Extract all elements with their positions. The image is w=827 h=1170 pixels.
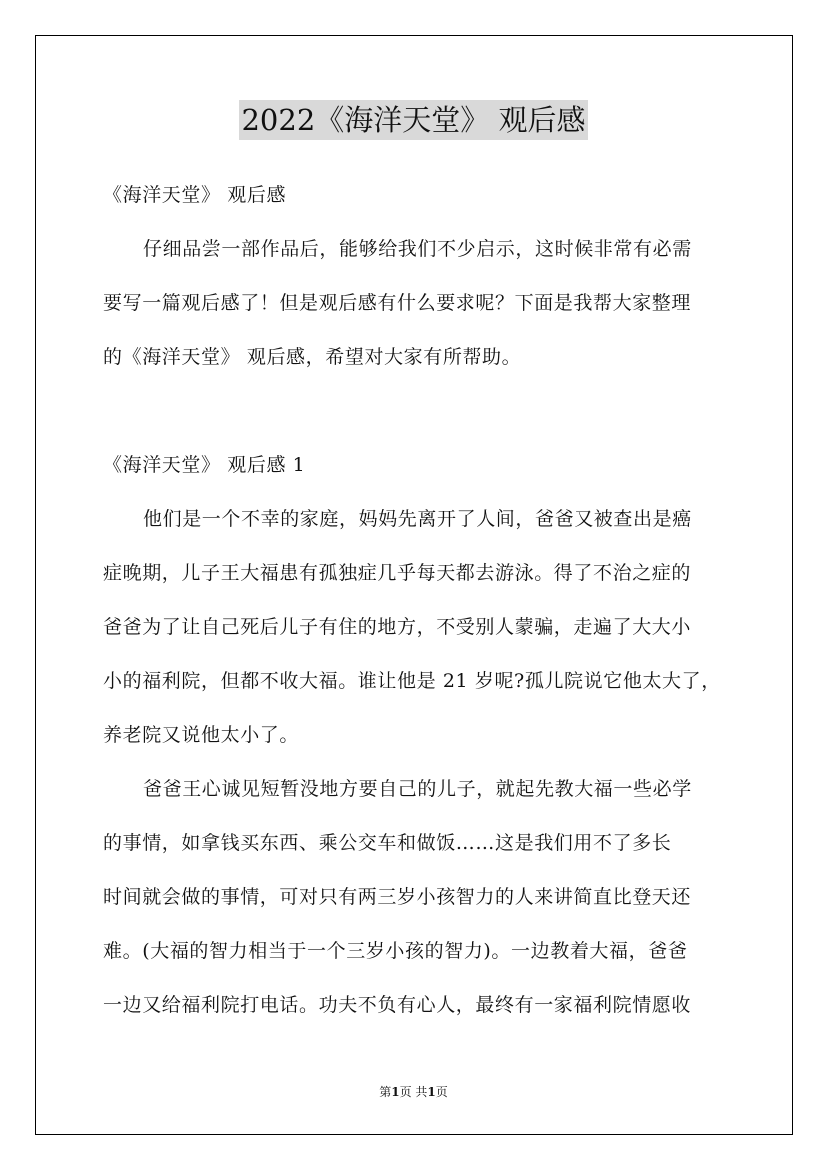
document-title: 2022《海洋天堂》 观后感	[239, 100, 587, 140]
intro-line: 的《海洋天堂》 观后感，希望对大家有所帮助。	[103, 346, 522, 368]
footer-prefix: 第	[379, 1085, 392, 1099]
paragraph-line: 症晚期，儿子王大福患有孤独症几乎每天都去游泳。得了不治之症的	[103, 562, 692, 584]
intro-line: 仔细品尝一部作品后，能够给我们不少启示，这时候非常有必需	[143, 238, 692, 260]
paragraph-line: 养老院又说他太小了。	[103, 724, 300, 746]
section-heading: 《海洋天堂》 观后感 1	[103, 454, 306, 476]
footer-mid: 页 共	[399, 1085, 428, 1099]
paragraph-line: 小的福利院，但都不收大福。谁让他是 21 岁呢?孤儿院说它他太大了，	[103, 670, 721, 692]
paragraph-line: 的事情，如拿钱买东西、乘公交车和做饭……这是我们用不了多长	[103, 832, 672, 854]
paragraph-line: 时间就会做的事情，可对只有两三岁小孩智力的人来讲简直比登天还	[103, 886, 692, 908]
paragraph-line: 一边又给福利院打电话。功夫不负有心人，最终有一家福利院情愿收	[103, 994, 692, 1016]
title-container	[0, 100, 827, 140]
page-footer	[0, 1083, 827, 1101]
footer-total-pages: 1	[427, 1085, 436, 1099]
paragraph-line: 爸爸王心诚见短暂没地方要自己的儿子，就起先教大福一些必学	[143, 778, 692, 800]
paragraph-line: 爸爸为了让自己死后儿子有住的地方，不受别人蒙骗，走遍了大大小	[103, 616, 692, 638]
paragraph-line: 他们是一个不幸的家庭，妈妈先离开了人间，爸爸又被查出是癌	[143, 508, 692, 530]
intro-line: 要写一篇观后感了！但是观后感有什么要求呢？下面是我帮大家整理	[103, 292, 692, 314]
footer-suffix: 页	[435, 1085, 448, 1099]
paragraph-line: 难。(大福的智力相当于一个三岁小孩的智力)。一边教着大福，爸爸	[103, 940, 688, 962]
document-subtitle: 《海洋天堂》 观后感	[103, 184, 287, 206]
footer-page-number: 1	[391, 1085, 400, 1099]
